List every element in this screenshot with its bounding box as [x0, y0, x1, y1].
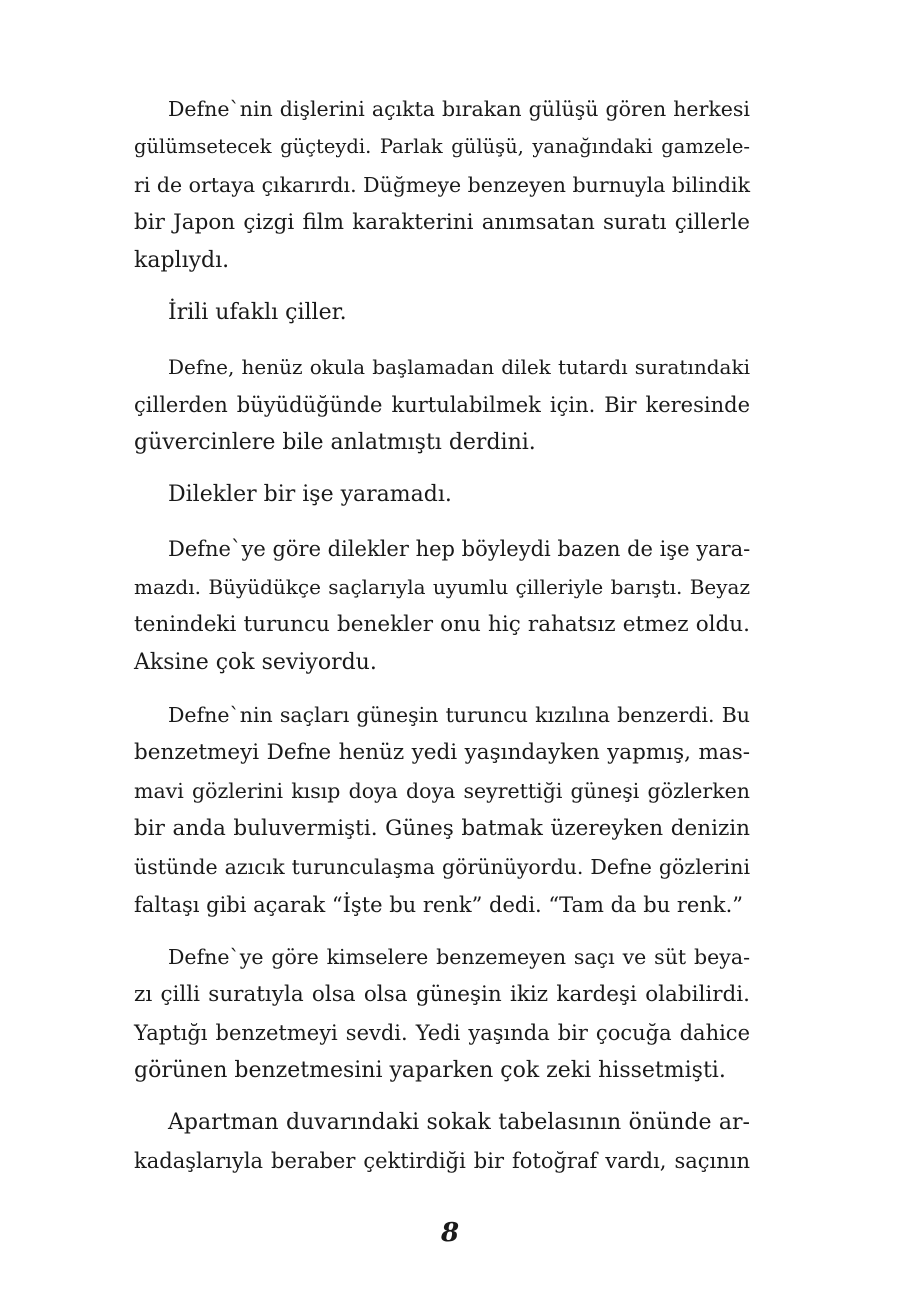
- paragraph: [134, 1104, 750, 1180]
- text-line: mavi gözlerini kısıp doya doya seyrettiği güneşi gözlerken: [134, 779, 750, 803]
- paragraph: [134, 294, 750, 332]
- text-line: görünen benzetmesini yaparken çok zeki hissetmişti.: [134, 1058, 726, 1083]
- text-line: benzetmeyi Defne henüz yedi yaşındayken yapmış, mas-: [134, 740, 750, 765]
- text-line: Defne`ye göre dilekler hep böyleydi bazen de işe yara-: [168, 537, 751, 561]
- page-number: 8: [440, 1218, 460, 1248]
- paragraph: [134, 348, 750, 462]
- text-line: kaplıydı.: [134, 248, 230, 273]
- text-line: Defne`nin dişlerini açıkta bırakan gülüşü gören herkesi: [168, 97, 750, 121]
- text-line: Dilekler bir işe yaramadı.: [168, 482, 452, 507]
- text-line: Defne`ye göre kimselere benzemeyen saçı ve süt beya-: [168, 945, 750, 969]
- text-line: faltaşı gibi açarak “İşte bu renk” dedi. “Tam da bu renk.”: [134, 893, 744, 917]
- text-line: çillerden büyüdüğünde kurtulabilmek için. Bir keresinde: [134, 393, 750, 417]
- text-line: üstünde azıcık turunculaşma görünüyordu. Defne gözlerini: [134, 855, 750, 879]
- text-line: Defne`nin saçları güneşin turuncu kızılına benzerdi. Bu: [168, 703, 750, 727]
- text-line: Defne, henüz okula başlamadan dilek tutardı suratındaki: [168, 355, 750, 379]
- paragraph: [134, 476, 750, 514]
- text-line: zı çilli suratıyla olsa olsa güneşin ikiz kardeşi olabilirdi.: [134, 982, 750, 1007]
- text-line: Aksine çok seviyordu.: [134, 650, 377, 675]
- text-line: ri de ortaya çıkarırdı. Düğmeye benzeyen burnuyla bilindik: [134, 173, 751, 197]
- text-line: İrili ufaklı çiller.: [168, 300, 347, 325]
- text-line: güvercinlere bile anlatmıştı derdini.: [134, 430, 536, 455]
- text-line: tenindeki turuncu benekler onu hiç rahatsız etmez oldu.: [134, 612, 750, 637]
- text-line: mazdı. Büyüdükçe saçlarıyla uyumlu çilleriyle barıştı. Beyaz: [134, 575, 750, 599]
- text-line: bir anda buluvermişti. Güneş batmak üzereyken denizin: [134, 816, 750, 841]
- text-line: kadaşlarıyla beraber çektirdiği bir fotoğraf vardı, saçının: [134, 1149, 750, 1173]
- paragraph: [134, 696, 750, 924]
- paragraph: [134, 530, 750, 682]
- text-line: Yaptığı benzetmeyi sevdi. Yedi yaşında bir çocuğa dahice: [134, 1021, 750, 1045]
- body-text: [134, 90, 750, 1194]
- paragraph: [134, 938, 750, 1090]
- text-line: gülümsetecek güçteydi. Parlak gülüşü, yanağındaki gamzele-: [134, 135, 750, 158]
- text-line: Apartman duvarındaki sokak tabelasının önünde ar-: [168, 1110, 750, 1135]
- text-line: bir Japon çizgi film karakterini anımsatan suratı çillerle: [134, 210, 750, 235]
- paragraph: [134, 90, 750, 280]
